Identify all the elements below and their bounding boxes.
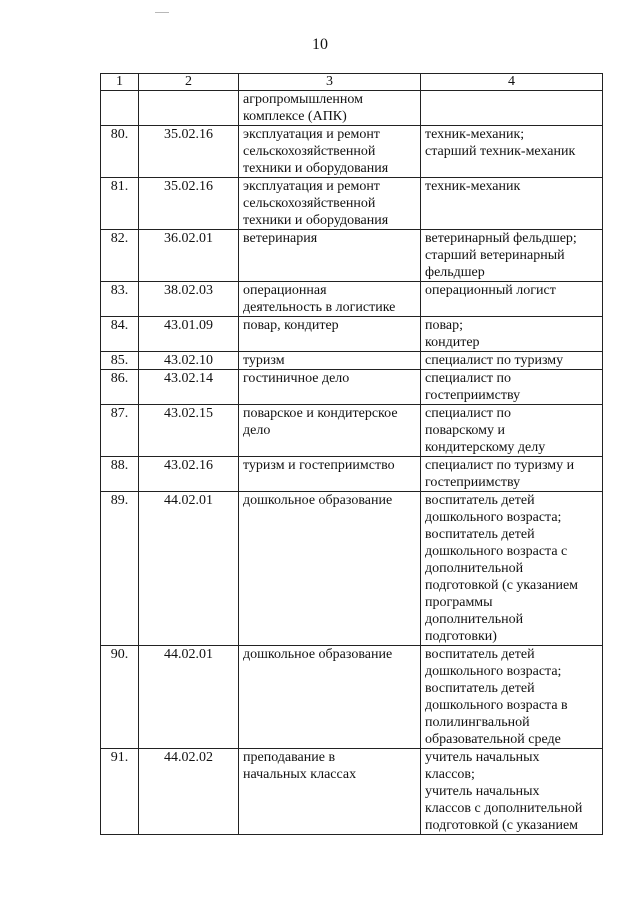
- table-row: [101, 646, 603, 749]
- specialty-name-line: эксплуатация и ремонт: [243, 179, 380, 194]
- row-number: [101, 91, 139, 126]
- specialty-name-line: дошкольное образование: [243, 647, 393, 662]
- page-number: 10: [312, 36, 328, 53]
- specialty-name: [239, 178, 421, 230]
- specialty-code: 43.02.16: [139, 457, 239, 492]
- table-body: [101, 74, 603, 835]
- row-number: 81.: [101, 178, 139, 230]
- specialty-name: [239, 370, 421, 405]
- qualification-line: ветеринарный фельдшер;: [425, 231, 577, 246]
- row-number: 80.: [101, 126, 139, 178]
- qualification-line: учитель начальных: [425, 784, 540, 799]
- qualification-line: дополнительной: [425, 612, 524, 627]
- qualification: [421, 457, 603, 492]
- table-row: [101, 317, 603, 352]
- table-row: [101, 230, 603, 282]
- scan-mark: [155, 12, 169, 13]
- qualification-line: техник-механик: [425, 179, 521, 194]
- specialty-code: 44.02.01: [139, 492, 239, 646]
- row-number: 87.: [101, 405, 139, 457]
- specialty-name-line: туризм и гостеприимство: [243, 458, 395, 473]
- row-number: 84.: [101, 317, 139, 352]
- specialty-name: [239, 457, 421, 492]
- specialty-name-line: операционная: [243, 283, 327, 298]
- table-row: [101, 492, 603, 646]
- qualification-line: гостеприимству: [425, 475, 521, 490]
- specialty-code: [139, 91, 239, 126]
- table-row: [101, 352, 603, 370]
- qualification-line: дополнительной: [425, 561, 524, 576]
- qualification-line: подготовки): [425, 629, 497, 644]
- table-row: [101, 91, 603, 126]
- qualification-line: образовательной среде: [425, 732, 561, 747]
- qualification-line: техник-механик;: [425, 127, 525, 142]
- row-number: 88.: [101, 457, 139, 492]
- table-row: [101, 749, 603, 835]
- qualification-line: подготовкой (с указанием: [425, 818, 579, 833]
- specialty-code: 43.02.14: [139, 370, 239, 405]
- table-row: [101, 178, 603, 230]
- table-row: [101, 126, 603, 178]
- qualification-line: операционный логист: [425, 283, 556, 298]
- qualification: [421, 317, 603, 352]
- specialty-name-line: ветеринария: [243, 231, 318, 246]
- qualification: [421, 646, 603, 749]
- qualification-line: учитель начальных: [425, 750, 540, 765]
- qualification-line: старший ветеринарный: [425, 248, 565, 263]
- row-number: 82.: [101, 230, 139, 282]
- row-number: 83.: [101, 282, 139, 317]
- qualification-line: классов;: [425, 767, 475, 782]
- specialty-name: [239, 126, 421, 178]
- qualification-line: старший техник-механик: [425, 144, 576, 159]
- qualification-line: полилингвальной: [425, 715, 530, 730]
- header-cell-2: 2: [139, 74, 239, 91]
- qualification-line: воспитатель детей: [425, 527, 535, 542]
- specialty-name-line: агропромышленном: [243, 92, 364, 107]
- row-number: 89.: [101, 492, 139, 646]
- specialty-code: 35.02.16: [139, 178, 239, 230]
- specialty-name: [239, 749, 421, 835]
- qualification-line: кондитерскому делу: [425, 440, 546, 455]
- specialty-name-line: сельскохозяйственной: [243, 144, 376, 159]
- table-header-row: [101, 74, 603, 91]
- specialty-name-line: поварское и кондитерское: [243, 406, 398, 421]
- table-row: [101, 457, 603, 492]
- row-number: 86.: [101, 370, 139, 405]
- specialty-name-line: начальных классах: [243, 767, 357, 782]
- qualification-line: специалист по: [425, 371, 512, 386]
- specialty-name-line: деятельность в логистике: [243, 300, 396, 315]
- specialty-code: 38.02.03: [139, 282, 239, 317]
- specialty-name: [239, 282, 421, 317]
- specialty-name-line: техники и оборудования: [243, 161, 389, 176]
- specialty-name-line: дошкольное образование: [243, 493, 393, 508]
- qualification-line: подготовкой (с указанием: [425, 578, 579, 593]
- qualification: [421, 178, 603, 230]
- qualification: [421, 352, 603, 370]
- qualification: [421, 230, 603, 282]
- specialty-code: 36.02.01: [139, 230, 239, 282]
- specialty-name: [239, 405, 421, 457]
- qualification-line: дошкольного возраста в: [425, 698, 568, 713]
- qualification-line: программы: [425, 595, 493, 610]
- specialty-code: 44.02.01: [139, 646, 239, 749]
- specialty-name: [239, 646, 421, 749]
- qualification-line: классов с дополнительной: [425, 801, 583, 816]
- qualification: [421, 282, 603, 317]
- qualification-line: воспитатель детей: [425, 647, 535, 662]
- qualification-line: гостеприимству: [425, 388, 521, 403]
- specialty-name-line: туризм: [243, 353, 285, 368]
- qualification: [421, 749, 603, 835]
- qualification-line: воспитатель детей: [425, 493, 535, 508]
- table-row: [101, 405, 603, 457]
- specialty-code: 43.02.10: [139, 352, 239, 370]
- qualification-line: специалист по туризму и: [425, 458, 575, 473]
- row-number: 90.: [101, 646, 139, 749]
- qualification: [421, 492, 603, 646]
- specialties-table: [100, 73, 603, 835]
- specialty-code: 43.02.15: [139, 405, 239, 457]
- specialty-code: 35.02.16: [139, 126, 239, 178]
- header-cell-1: 1: [101, 74, 139, 91]
- qualification: [421, 91, 603, 126]
- specialty-name-line: повар, кондитер: [243, 318, 339, 333]
- qualification-line: воспитатель детей: [425, 681, 535, 696]
- specialty-name-line: техники и оборудования: [243, 213, 389, 228]
- specialty-name: [239, 317, 421, 352]
- qualification-line: дошкольного возраста;: [425, 510, 562, 525]
- header-cell-4: 4: [421, 74, 603, 91]
- specialty-name: [239, 230, 421, 282]
- row-number: 91.: [101, 749, 139, 835]
- qualification-line: кондитер: [425, 335, 480, 350]
- qualification-line: дошкольного возраста с: [425, 544, 568, 559]
- qualification: [421, 126, 603, 178]
- qualification: [421, 370, 603, 405]
- specialty-name-line: гостиничное дело: [243, 371, 350, 386]
- qualification-line: поварскому и: [425, 423, 506, 438]
- table-row: [101, 282, 603, 317]
- header-cell-3: 3: [239, 74, 421, 91]
- specialty-name-line: дело: [243, 423, 271, 438]
- qualification: [421, 405, 603, 457]
- specialty-name-line: преподавание в: [243, 750, 336, 765]
- qualification-line: фельдшер: [425, 265, 485, 280]
- specialty-code: 43.01.09: [139, 317, 239, 352]
- specialty-code: 44.02.02: [139, 749, 239, 835]
- specialty-name: [239, 492, 421, 646]
- qualification-line: дошкольного возраста;: [425, 664, 562, 679]
- row-number: 85.: [101, 352, 139, 370]
- qualification-line: специалист по туризму: [425, 353, 564, 368]
- specialty-name: [239, 352, 421, 370]
- specialty-name: [239, 91, 421, 126]
- table-row: [101, 370, 603, 405]
- specialty-name-line: комплексе (АПК): [243, 109, 347, 124]
- specialty-name-line: эксплуатация и ремонт: [243, 127, 380, 142]
- specialty-name-line: сельскохозяйственной: [243, 196, 376, 211]
- qualification-line: специалист по: [425, 406, 512, 421]
- qualification-line: повар;: [425, 318, 464, 333]
